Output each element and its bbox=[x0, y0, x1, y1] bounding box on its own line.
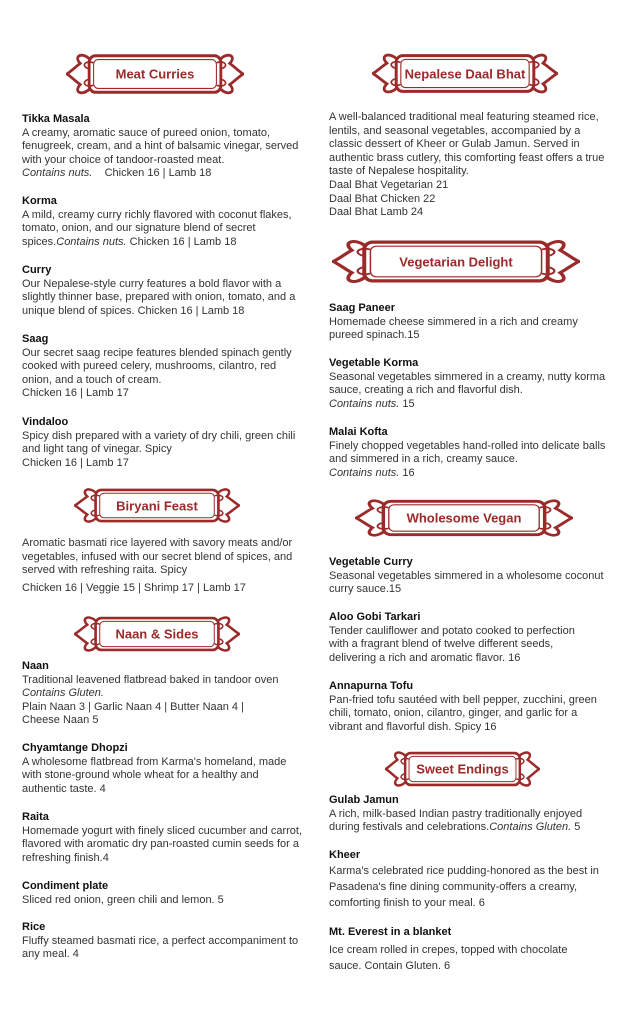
item-price: Chicken 16 | Lamb 17 bbox=[22, 387, 129, 400]
menu-item-vindaloo bbox=[22, 416, 302, 470]
item-name: Tikka Masala bbox=[22, 113, 90, 125]
section-banner-vegetarian-delight bbox=[332, 236, 580, 287]
menu-item-saag bbox=[22, 333, 302, 401]
item-price: 16 bbox=[402, 466, 415, 479]
item-price: Chicken 16 | Lamb 18 bbox=[104, 167, 212, 180]
allergen-note: Contains nuts. bbox=[329, 466, 400, 479]
item-name: Vindaloo bbox=[22, 416, 69, 428]
item-name: Gulab Jamun bbox=[329, 794, 399, 806]
item-name: Annapurna Tofu bbox=[329, 680, 414, 692]
item-name: Raita bbox=[22, 811, 49, 823]
item-name: Curry bbox=[22, 264, 52, 276]
allergen-note: Contains nuts. bbox=[329, 397, 400, 410]
menu-item-curry bbox=[22, 264, 302, 318]
section-title: Biryani Feast bbox=[116, 498, 198, 513]
menu-item-aloo-gobi-tarkari bbox=[329, 611, 611, 665]
menu-item-saag-paneer bbox=[329, 302, 611, 343]
menu-item-condiment-plate bbox=[22, 880, 302, 907]
menu-item-malai-kofta bbox=[329, 426, 611, 480]
item-name: Vegetable Curry bbox=[329, 556, 413, 568]
section-title: Meat Curries bbox=[115, 66, 195, 82]
item-name: Rice bbox=[22, 921, 46, 933]
item-name: Mt. Everest in a blanket bbox=[329, 926, 452, 938]
item-name: Vegetable Korma bbox=[329, 357, 419, 369]
item-desc: Homemade cheese simmered in a rich and creamy pureed spinach.15 bbox=[329, 315, 578, 342]
item-desc: A creamy, aromatic sauce of pureed onion, tomato, fenugreek, cream, and a hint of balsamic vinegar, served with your choice of tandoor-roasted meat. bbox=[22, 126, 299, 166]
item-name: Kheer bbox=[329, 849, 361, 861]
allergen-note: Contains Gluten. bbox=[22, 687, 104, 700]
item-desc: Seasonal vegetables simmered in a wholesome coconut curry sauce.15 bbox=[329, 569, 604, 596]
section-title: Vegetarian Delight bbox=[399, 254, 513, 269]
item-desc: Karma's celebrated rice pudding-honored as the best in Pasadena's fine dining community-offers a creamy, comforting finish to your meal. 6 bbox=[329, 864, 599, 909]
item-price: Daal Bhat Vegetarian 21 bbox=[329, 178, 449, 191]
menu-item-raita bbox=[22, 811, 302, 865]
menu-item-naan bbox=[22, 660, 302, 728]
menu-item-vegetable-curry bbox=[329, 556, 611, 597]
allergen-note: Contains nuts. bbox=[56, 235, 127, 248]
item-price: Chicken 16 | Lamb 17 bbox=[22, 456, 129, 469]
daal-bhat-description bbox=[329, 111, 611, 220]
item-desc: Seasonal vegetables simmered in a creamy, nutty korma sauce, creating a rich and flavorful dish. bbox=[329, 370, 606, 397]
section-banner-daal-bhat bbox=[372, 50, 558, 97]
item-name: Naan bbox=[22, 660, 49, 672]
item-price: Daal Bhat Chicken 22 bbox=[329, 192, 436, 205]
item-desc: Our Nepalese-style curry features a bold flavor with a slightly thinner base, prepared with onion, tomato, and a unique blend of spices. bbox=[22, 277, 296, 317]
item-desc: A wholesome flatbread from Karma's homeland, made with stone-ground whole wheat for a healthy and authentic taste. 4 bbox=[22, 755, 287, 795]
item-desc: Sliced red onion, green chili and lemon. 5 bbox=[22, 893, 224, 906]
section-banner-naan-sides bbox=[74, 613, 240, 655]
item-desc: Our secret saag recipe features blended spinach gently cooked with pureed celery, mushrooms, cilantro, red onion, and a touch of cream. bbox=[22, 346, 292, 386]
item-desc: A rich, milk-based Indian pastry traditionally enjoyed during festivals and celebrations. bbox=[329, 807, 583, 834]
item-price: Chicken 16 | Veggie 15 | Shrimp 17 | Lamb 17 bbox=[22, 581, 246, 594]
biryani-description bbox=[22, 537, 302, 595]
menu-item-korma bbox=[22, 195, 302, 249]
section-banner-biryani-feast bbox=[74, 485, 240, 526]
menu-item-chyamtange-dhopzi bbox=[22, 742, 302, 796]
section-title: Sweet Endings bbox=[416, 761, 509, 777]
item-desc: Finely chopped vegetables hand-rolled into delicate balls and simmered in a rich, creamy sauce. bbox=[329, 439, 606, 466]
section-banner-wholesome-vegan bbox=[355, 496, 573, 540]
item-name: Chyamtange Dhopzi bbox=[22, 742, 128, 754]
item-name: Aloo Gobi Tarkari bbox=[329, 611, 421, 623]
item-desc: Ice cream rolled in crepes, topped with chocolate sauce. Contain Gluten. 6 bbox=[329, 943, 568, 972]
item-name: Korma bbox=[22, 195, 57, 207]
item-desc: A mild, creamy curry richly flavored with coconut flakes, tomato, onion, and our signature blend of secret spices. bbox=[22, 208, 292, 248]
item-name: Saag bbox=[22, 333, 49, 345]
menu-item-vegetable-korma bbox=[329, 357, 611, 411]
allergen-note: Contains Gluten. bbox=[489, 821, 572, 834]
menu-item-mt-everest bbox=[329, 926, 611, 974]
menu-item-tikka-masala bbox=[22, 113, 302, 181]
item-desc: Tender cauliflower and potato cooked to perfection with a fragrant blend of twelve different seeds, delivering a rich and aromatic flavor. 16 bbox=[329, 624, 575, 664]
item-price: Daal Bhat Lamb 24 bbox=[329, 206, 424, 219]
section-banner-meat-curries bbox=[66, 50, 244, 98]
item-name: Malai Kofta bbox=[329, 426, 388, 438]
section-title: Naan & Sides bbox=[115, 626, 199, 642]
item-price: Plain Naan 3 | Garlic Naan 4 | Butter Naan 4 | Cheese Naan 5 bbox=[22, 700, 244, 727]
allergen-note: Contains nuts. bbox=[22, 167, 93, 180]
item-name: Saag Paneer bbox=[329, 302, 396, 314]
item-desc: A well-balanced traditional meal featuring steamed rice, lentils, and seasonal vegetables, accompanied by a classic dessert of Kheer or Gulab Jamun. Served in authentic brass cutlery, this comforting feast offers a true taste of Nepalese hospitality. bbox=[329, 111, 605, 178]
section-title: Nepalese Daal Bhat bbox=[404, 66, 526, 81]
menu-item-annapurna-tofu bbox=[329, 680, 611, 734]
item-desc: Traditional leavened flatbread baked in tandoor oven bbox=[22, 673, 279, 686]
section-banner-sweet-endings bbox=[385, 748, 540, 790]
menu-item-rice bbox=[22, 921, 302, 962]
item-desc: Fluffy steamed basmati rice, a perfect accompaniment to any meal. 4 bbox=[22, 934, 299, 961]
item-name: Condiment plate bbox=[22, 880, 109, 892]
item-price: 15 bbox=[402, 397, 415, 410]
menu-item-gulab-jamun bbox=[329, 794, 611, 835]
item-desc: Spicy dish prepared with a variety of dry chili, green chili and light tang of vinegar. Spicy bbox=[22, 429, 296, 456]
section-title: Wholesome Vegan bbox=[406, 510, 522, 526]
item-price: Chicken 16 | Lamb 18 bbox=[137, 304, 245, 317]
item-desc: Homemade yogurt with finely sliced cucumber and carrot, flavored with aromatic dry pan-roasted cumin seeds for a refreshing finish.4 bbox=[22, 824, 303, 864]
item-price: 5 bbox=[574, 821, 581, 834]
item-desc: Pan-fried tofu sautéed with bell pepper, zucchini, green chili, tomato, onion, cilantro, ginger, and garlic for a vibrant and flavorful dish. Spicy 16 bbox=[329, 693, 597, 733]
menu-item-kheer bbox=[329, 849, 611, 911]
item-price: Chicken 16 | Lamb 18 bbox=[129, 235, 237, 248]
item-desc: Aromatic basmati rice layered with savory meats and/or vegetables, infused with our secret blend of spices, and served with refreshing raita. Spicy bbox=[22, 537, 293, 577]
